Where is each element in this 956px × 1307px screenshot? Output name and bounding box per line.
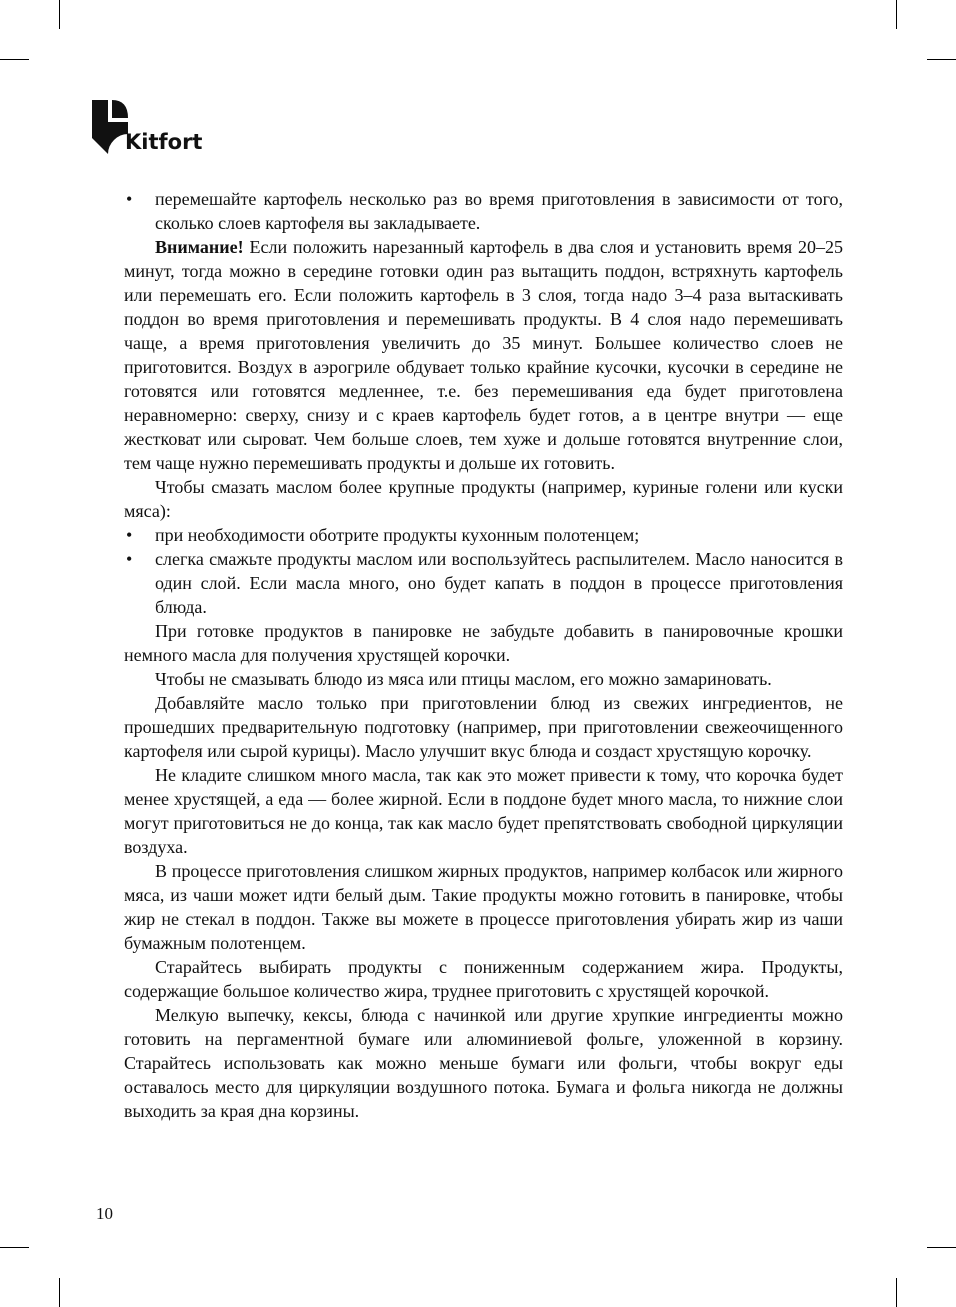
paragraph: Старайтесь выбирать продукты с пониженным содержанием жира. Продукты, содержащие большое количество жира, труднее приготовить с хрустящей корочкой.	[124, 957, 843, 1001]
paragraph: Не кладите слишком много масла, так как это может привести к тому, что корочка будет менее хрустящей, а еда — более жирной. Если в поддоне будет много масла, то нижние слои могут приготовиться не до конца, так как масло будет препятствовать свободной циркуляции воздуха.	[124, 765, 843, 857]
crop-mark	[927, 1247, 956, 1248]
bullet-text: при необходимости оботрите продукты кухонным полотенцем;	[155, 525, 640, 545]
crop-mark	[0, 59, 29, 60]
kitfort-logo-icon	[92, 100, 128, 154]
bullet-icon: •	[126, 189, 133, 209]
paragraph: В процессе приготовления слишком жирных продуктов, например колбасок или жирного мяса, из чаши может идти белый дым. Такие продукты можно готовить в панировке, чтобы жир не стекал в поддон. Также вы можете в процессе приготовления убирать жир из чаши бумажным полотенцем.	[124, 861, 843, 953]
brand-name: Kitfort	[125, 130, 203, 154]
page-number: 10	[96, 1204, 113, 1223]
crop-mark	[59, 1278, 60, 1307]
bullet-icon: •	[126, 525, 133, 545]
paragraph: Чтобы не смазывать блюдо из мяса или птицы маслом, его можно замариновать.	[155, 669, 772, 689]
bullet-text: перемешайте картофель несколько раз во время приготовления в зависимости от того, сколько слоев картофеля вы закладываете.	[155, 189, 843, 233]
page-content	[124, 187, 843, 1123]
bullet-item	[124, 187, 843, 235]
bullet-item	[124, 523, 843, 547]
bullet-text: слегка смажьте продукты маслом или воспользуйтесь распылителем. Масло наносится в один слой. Если масла много, оно будет капать в поддон в процессе приготовления блюда.	[155, 549, 843, 617]
crop-mark	[0, 1247, 29, 1248]
crop-mark	[896, 0, 897, 29]
crop-mark	[896, 1278, 897, 1307]
warning-text: Если положить нарезанный картофель в два слоя и установить время 20–25 минут, тогда можно в середине готовки один раз вытащить поддон, встряхнуть картофель или перемешать его. Если положить картофель в 3 слоя, тогда надо 3–4 раза вытаскивать поддон во время приготовления и перемешивать продукты. В 4 слоя надо перемешивать чаще, а время приготовления увеличить до 35 минут. Большее количество слоев не приготовится. Воздух в аэрогриле обдувает только крайние кусочки, кусочки в середине не готовятся или готовятся медленнее, т.е. без перемешивания еда будет приготовлена неравномерно: сверху, снизу и с краев картофель будет готов, а в центре внутри — еще жестковат или сыроват. Чем больше слоев, тем хуже и дольше готовятся внутренние слои, тем чаще нужно перемешивать продукты и дольше их готовить.	[124, 237, 843, 473]
warning-paragraph	[124, 235, 843, 475]
paragraph: При готовке продуктов в панировке не забудьте добавить в панировочные крошки немного масла для получения хрустящей корочки.	[124, 621, 843, 665]
bullet-icon: •	[126, 549, 133, 569]
paragraph: Мелкую выпечку, кексы, блюда с начинкой или другие хрупкие ингредиенты можно готовить на пергаментной бумаге или алюминиевой фольге, уложенной в корзину. Старайтесь использовать как можно меньше бумаги или фольги, чтобы вокруг еды оставалось место для циркуляции воздушного потока. Бумага и фольга никогда не должны выходить за края дна корзины.	[124, 1005, 843, 1121]
paragraph: Чтобы смазать маслом более крупные продукты (например, куриные голени или куски мяса):	[124, 477, 843, 521]
bullet-item	[124, 547, 843, 619]
crop-mark	[927, 59, 956, 60]
warning-label: Внимание!	[155, 237, 244, 257]
kitfort-logo	[92, 100, 212, 160]
crop-mark	[59, 0, 60, 29]
paragraph: Добавляйте масло только при приготовлении блюд из свежих ингредиентов, не прошедших предварительную подготовку (например, при приготовлении свежеочищенного картофеля или сырой курицы). Масло улучшит вкус блюда и создаст хрустящую корочку.	[124, 693, 843, 761]
